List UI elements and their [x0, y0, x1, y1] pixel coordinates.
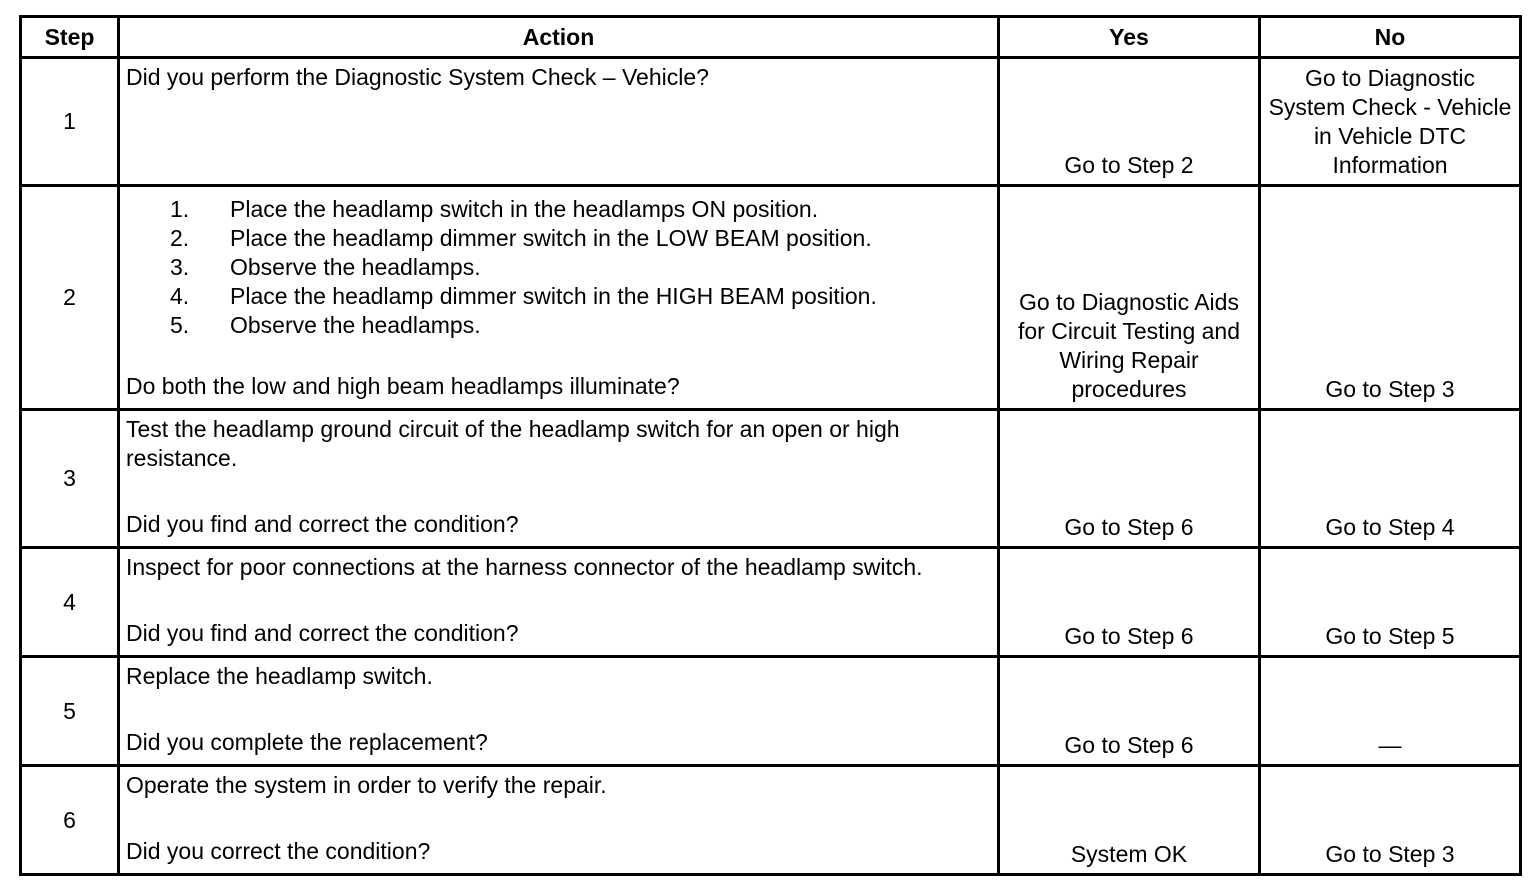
- action-cell: [119, 410, 999, 548]
- action-question: Do both the low and high beam headlamps illuminate?: [126, 373, 680, 399]
- list-item: 1. Place the headlamp switch in the headlamps ON position.: [170, 196, 819, 222]
- header-yes: Yes: [999, 17, 1260, 58]
- yes-cell: System OK: [999, 766, 1260, 875]
- yes-cell: Go to Step 6: [999, 410, 1260, 548]
- action-text: Did you perform the Diagnostic System Check – Vehicle?: [126, 64, 709, 90]
- action-question: Did you correct the condition?: [126, 838, 431, 864]
- action-text: Operate the system in order to verify the repair.: [126, 772, 607, 798]
- yes-cell: Go to Step 6: [999, 657, 1260, 766]
- header-row: [21, 17, 1521, 58]
- action-cell: [119, 548, 999, 657]
- no-cell: —: [1260, 657, 1521, 766]
- table-row: [21, 657, 1521, 766]
- no-cell: Go to Step 3: [1260, 766, 1521, 875]
- action-question: Did you complete the replacement?: [126, 729, 488, 755]
- diagnostic-table: [19, 15, 1522, 876]
- action-cell: [119, 186, 999, 410]
- action-text: Replace the headlamp switch.: [126, 663, 433, 689]
- header-action: Action: [119, 17, 999, 58]
- step-number: 2: [21, 186, 119, 410]
- step-number: 1: [21, 58, 119, 186]
- list-item: 4. Place the headlamp dimmer switch in the HIGH BEAM position.: [170, 283, 877, 309]
- action-cell: [119, 58, 999, 186]
- step-number: 3: [21, 410, 119, 548]
- no-cell: Go to Step 5: [1260, 548, 1521, 657]
- header-step: Step: [21, 17, 119, 58]
- list-item: 3. Observe the headlamps.: [170, 254, 481, 280]
- no-cell: Go to Step 3: [1260, 186, 1521, 410]
- table-row: [21, 58, 1521, 186]
- list-item: 5. Observe the headlamps.: [170, 312, 481, 338]
- yes-cell: Go to Diagnostic Aids for Circuit Testing and Wiring Repair procedures: [999, 186, 1260, 410]
- no-cell: Go to Diagnostic System Check - Vehicle in Vehicle DTC Information: [1260, 58, 1521, 186]
- action-text: Inspect for poor connections at the harness connector of the headlamp switch.: [126, 554, 923, 580]
- yes-cell: Go to Step 6: [999, 548, 1260, 657]
- table-row: [21, 410, 1521, 548]
- step-number: 4: [21, 548, 119, 657]
- no-cell: Go to Step 4: [1260, 410, 1521, 548]
- step-number: 6: [21, 766, 119, 875]
- substep-list: [126, 195, 991, 340]
- table-row: [21, 766, 1521, 875]
- header-no: No: [1260, 17, 1521, 58]
- action-question: Did you find and correct the condition?: [126, 511, 519, 537]
- table-row: [21, 186, 1521, 410]
- step-number: 5: [21, 657, 119, 766]
- action-cell: [119, 657, 999, 766]
- action-cell: [119, 766, 999, 875]
- table-row: [21, 548, 1521, 657]
- action-question: Did you find and correct the condition?: [126, 620, 519, 646]
- list-item: 2. Place the headlamp dimmer switch in the LOW BEAM position.: [170, 225, 872, 251]
- yes-cell: Go to Step 2: [999, 58, 1260, 186]
- action-text: Test the headlamp ground circuit of the headlamp switch for an open or high resistance.: [126, 416, 900, 471]
